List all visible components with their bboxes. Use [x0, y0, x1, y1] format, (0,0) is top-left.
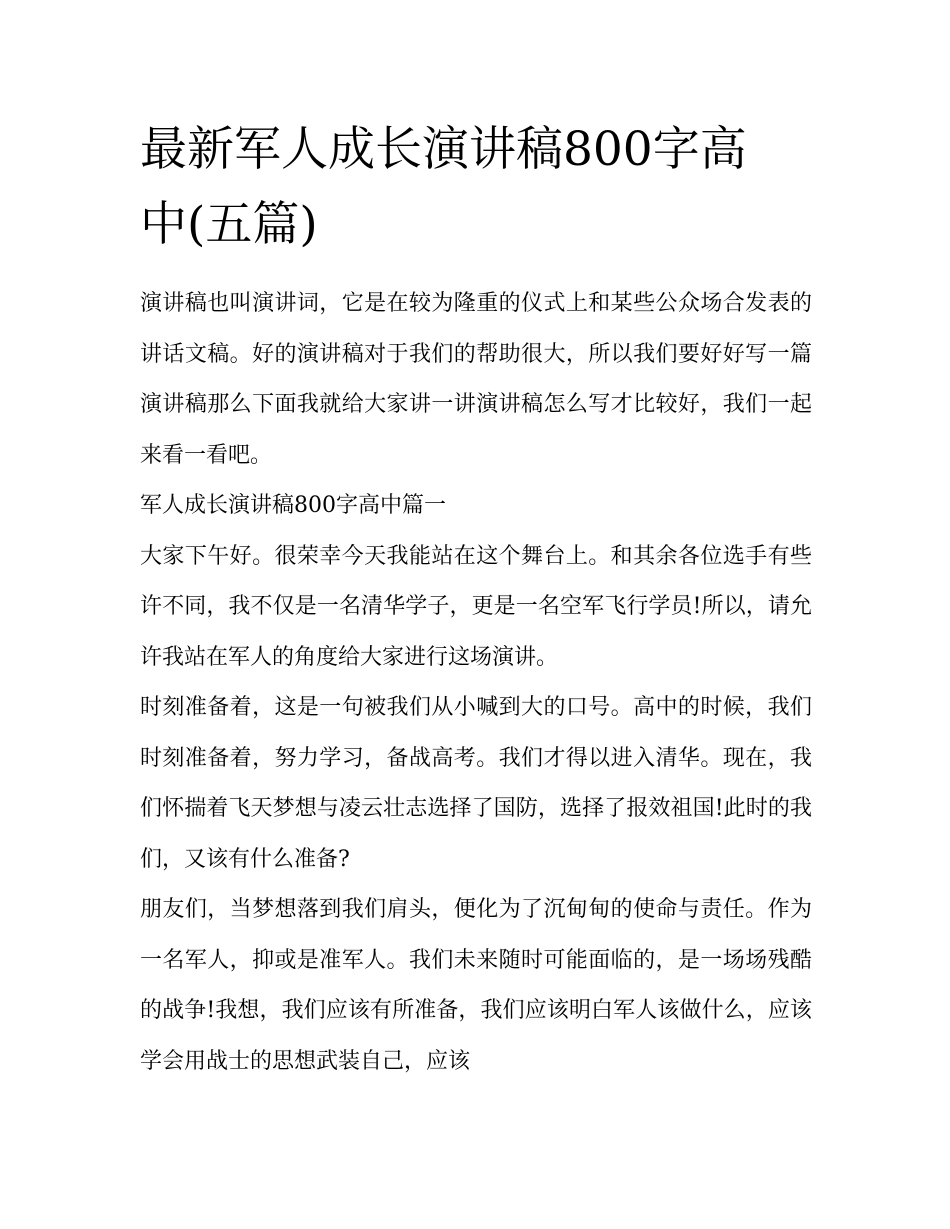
- section-heading: 军人成长演讲稿800字高中篇一: [140, 493, 446, 518]
- title-line-1: 最新军人成长演讲稿800字高: [140, 122, 747, 177]
- document-body: [140, 279, 812, 1087]
- paragraph: 大家下午好。很荣幸今天我能站在这个舞台上。和其余各位选手有些许不同，我不仅是一名清华学子，更是一名空军飞行学员!所以，请允许我站在军人的角度给大家进行这场演讲。: [140, 543, 812, 670]
- paragraph: 朋友们，当梦想落到我们肩头，便化为了沉甸甸的使命与责任。作为一名军人，抑或是准军人。我们未来随时可能面临的，是一场场残酷的战争!我想，我们应该有所准备，我们应该明白军人该做什么，应该学会用战士的思想武装自己，应该: [140, 897, 812, 1074]
- paragraph: 时刻准备着，这是一句被我们从小喊到大的口号。高中的时候，我们时刻准备着，努力学习，备战高考。我们才得以进入清华。现在，我们怀揣着飞天梦想与凌云壮志选择了国防，选择了报效祖国!此时的我们，又该有什么准备?: [140, 695, 812, 872]
- document-title: [140, 112, 820, 262]
- paragraph-intro: 演讲稿也叫演讲词，它是在较为隆重的仪式上和某些公众场合发表的讲话文稿。好的演讲稿对于我们的帮助很大，所以我们要好好写一篇演讲稿那么下面我就给大家讲一讲演讲稿怎么写才比较好，我们一起来看一看吧。: [140, 291, 812, 468]
- title-line-2: 中(五篇): [140, 197, 318, 252]
